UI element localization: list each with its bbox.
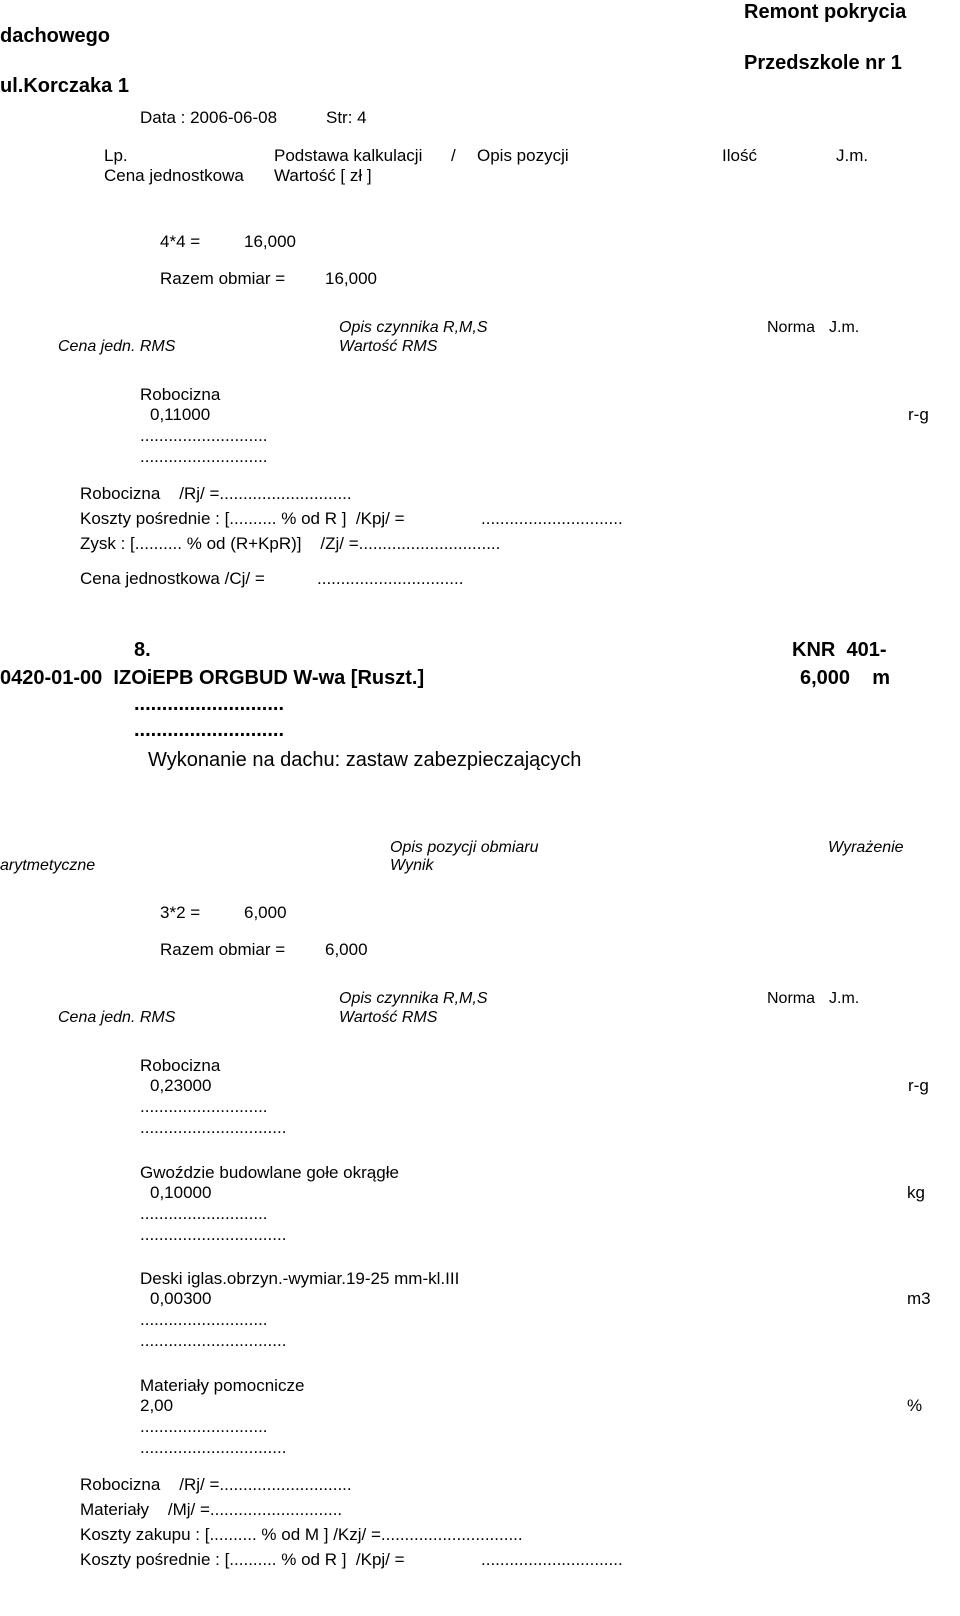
col-podstawa: Podstawa kalkulacji (274, 146, 423, 165)
resource-unit: r-g (908, 1076, 929, 1095)
resource-dots: ........................... (140, 1417, 268, 1436)
resource-unit: m3 (907, 1289, 931, 1308)
resource-norm: 0,11000 (150, 405, 211, 424)
summary-kpj-label: Koszty pośrednie : [.......... % od R ] /Kpj/ = (80, 1550, 405, 1569)
summary-rj: Robocizna /Rj/ =............................ (80, 484, 352, 503)
item-dots: ........................... (134, 693, 285, 715)
summary-kpj-label: Koszty pośrednie : [.......... % od R ] /Kpj/ = (80, 509, 405, 528)
summary-zj: Zysk : [.......... % od (R+KpR)] /Zj/ =.............................. (80, 534, 501, 553)
summary-rj: Robocizna /Rj/ =............................ (80, 1475, 352, 1494)
rms-header-norma: Norma (767, 319, 816, 336)
title-left-1: dachowego (0, 25, 111, 47)
summary-kpj-dots: .............................. (481, 509, 623, 528)
resource-dots: ........................... (140, 1097, 268, 1116)
rms-header-cena: Cena jedn. RMS (58, 338, 176, 355)
resource-dots: ............................... (140, 1438, 287, 1457)
resource-unit: r-g (908, 405, 929, 424)
rms-header-norma: Norma (767, 990, 816, 1007)
rms-header-jm: J.m. (829, 319, 860, 336)
rms-header-cena: Cena jedn. RMS (58, 1009, 176, 1026)
item-dots: ........................... (134, 719, 285, 741)
col-slash: / (451, 146, 456, 165)
obmiar-header-opis: Opis pozycji obmiaru (390, 839, 539, 856)
razem-obmiar-value: 16,000 (325, 269, 377, 288)
resource-norm: 0,00300 (150, 1289, 212, 1308)
obmiar-expression-value: 16,000 (244, 232, 296, 251)
resource-norm: 2,00 (140, 1396, 174, 1415)
col-cena-jedn: Cena jednostkowa (104, 166, 244, 185)
resource-name: Materiały pomocnicze (140, 1376, 305, 1395)
resource-dots: ........................... (140, 426, 268, 445)
razem-obmiar-label: Razem obmiar = (160, 269, 286, 288)
resource-name: Deski iglas.obrzyn.-wymiar.19-25 mm-kl.III (140, 1269, 460, 1288)
summary-cj-dots: ............................... (317, 569, 464, 588)
item-code-description: 0420-01-00 IZOiEPB ORGBUD W-wa [Ruszt.] (0, 667, 425, 689)
resource-name: Gwoździe budowlane gołe okrągłe (140, 1163, 399, 1182)
title-right-2: Przedszkole nr 1 (744, 52, 902, 74)
resource-norm: 0,23000 (150, 1076, 212, 1095)
resource-name: Robocizna (140, 1056, 221, 1075)
razem-obmiar-value: 6,000 (325, 940, 368, 959)
obmiar-header-wynik: Wynik (390, 857, 434, 874)
obmiar-header-arytmetyczne: arytmetyczne (0, 857, 96, 874)
item-description: Wykonanie na dachu: zastaw zabezpieczających (148, 749, 582, 771)
item-number: 8. (134, 639, 151, 661)
summary-mj: Materiały /Mj/ =............................ (80, 1500, 343, 1519)
rms-header-wartosc: Wartość RMS (339, 1009, 438, 1026)
rms-header-opis: Opis czynnika R,M,S (339, 319, 488, 336)
resource-unit: kg (907, 1183, 925, 1202)
resource-dots: ........................... (140, 447, 268, 466)
col-opis: Opis pozycji (477, 146, 569, 165)
resource-name: Robocizna (140, 385, 221, 404)
title-left-2: ul.Korczaka 1 (0, 75, 129, 97)
summary-cj-label: Cena jednostkowa /Cj/ = (80, 569, 265, 588)
razem-obmiar-label: Razem obmiar = (160, 940, 286, 959)
resource-norm: 0,10000 (150, 1183, 212, 1202)
col-lp: Lp. (104, 146, 128, 165)
rms-header-jm: J.m. (829, 990, 860, 1007)
rms-header-wartosc: Wartość RMS (339, 338, 438, 355)
obmiar-expression: 4*4 = (160, 232, 201, 251)
resource-dots: ............................... (140, 1118, 287, 1137)
page-label: Str: 4 (326, 108, 367, 127)
obmiar-header-wyrazenie: Wyrażenie (828, 839, 904, 856)
obmiar-expression-value: 6,000 (244, 903, 287, 922)
title-right-1: Remont pokrycia (744, 1, 907, 23)
col-wartosc: Wartość [ zł ] (274, 166, 372, 185)
summary-kzj: Koszty zakupu : [.......... % od M ] /Kzj/ =.............................. (80, 1525, 523, 1544)
resource-dots: ........................... (140, 1204, 268, 1223)
item-quantity-unit: 6,000 m (800, 667, 891, 689)
summary-kpj-dots: .............................. (481, 1550, 623, 1569)
resource-unit: % (907, 1396, 923, 1415)
col-jm: J.m. (836, 146, 869, 165)
resource-dots: ............................... (140, 1225, 287, 1244)
date-label: Data : 2006-06-08 (140, 108, 278, 127)
col-ilosc: Ilość (722, 146, 757, 165)
resource-dots: ............................... (140, 1331, 287, 1350)
resource-dots: ........................... (140, 1310, 268, 1329)
obmiar-expression: 3*2 = (160, 903, 201, 922)
item-knr: KNR 401- (792, 639, 887, 661)
rms-header-opis: Opis czynnika R,M,S (339, 990, 488, 1007)
